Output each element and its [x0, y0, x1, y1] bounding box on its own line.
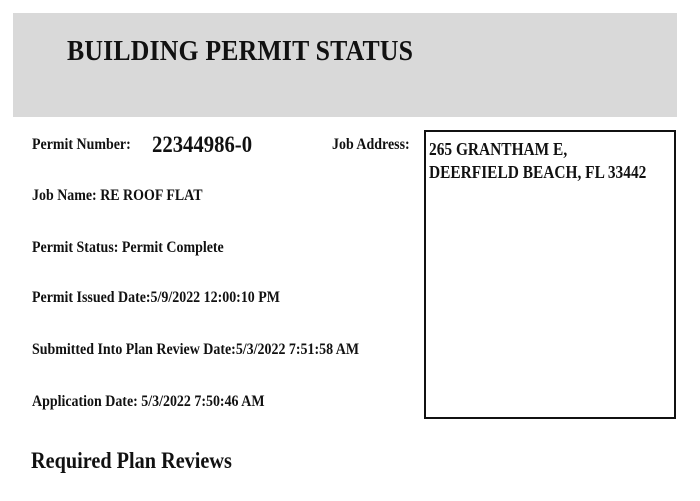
plan-review-date: Submitted Into Plan Review Date:5/3/2022 7:51:58 AM — [32, 341, 360, 358]
permit-number-label: Permit Number: — [32, 136, 131, 153]
job-address-box — [424, 130, 676, 419]
job-address-label: Job Address: — [332, 136, 410, 153]
job-address-line-2: DEERFIELD BEACH, FL 33442 — [429, 162, 647, 182]
job-name: Job Name: RE ROOF FLAT — [32, 187, 203, 204]
required-plan-reviews-heading: Required Plan Reviews — [31, 448, 232, 473]
permit-issued-date: Permit Issued Date:5/9/2022 12:00:10 PM — [32, 289, 280, 306]
permit-number-value: 22344986-0 — [152, 132, 253, 157]
page-title: BUILDING PERMIT STATUS — [67, 36, 414, 67]
permit-status: Permit Status: Permit Complete — [32, 239, 224, 256]
job-address-line-1: 265 GRANTHAM E, — [429, 139, 568, 159]
application-date: Application Date: 5/3/2022 7:50:46 AM — [32, 393, 265, 410]
